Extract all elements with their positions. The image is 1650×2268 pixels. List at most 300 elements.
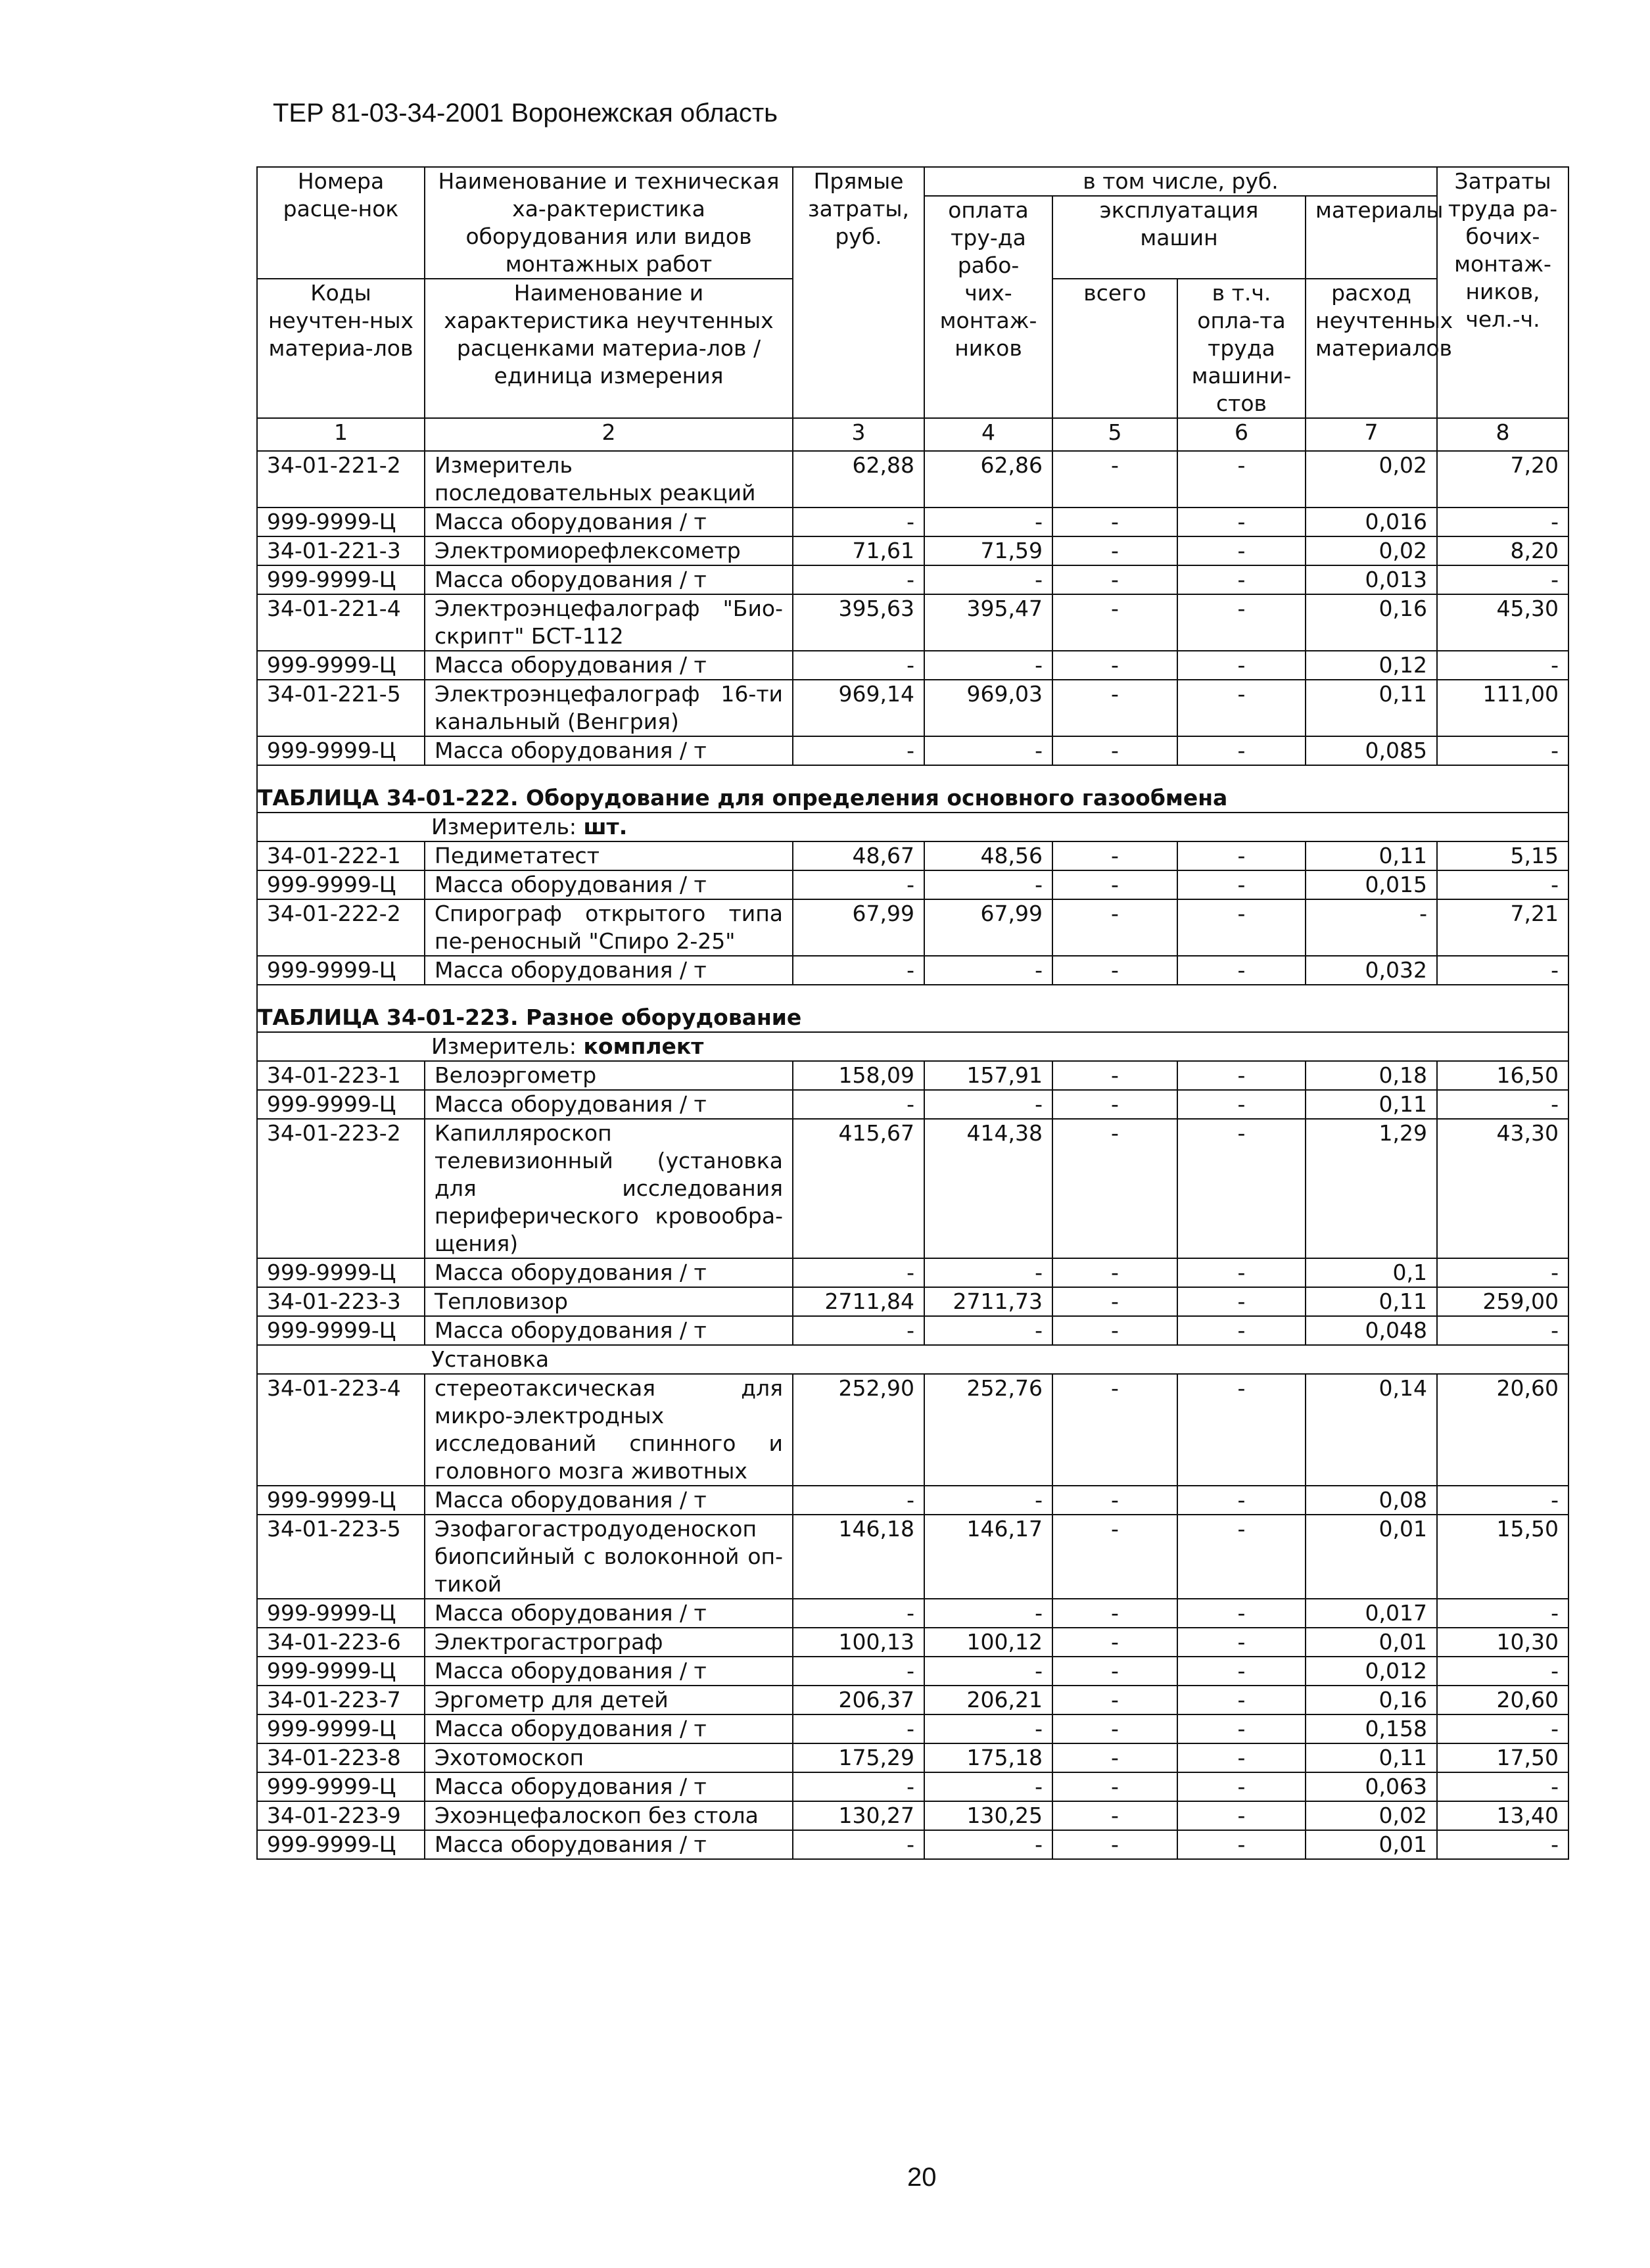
material-name: Масса оборудования / т	[425, 1486, 793, 1515]
material-row	[257, 651, 1568, 680]
material-consumption: 0,11	[1306, 1090, 1437, 1119]
equipment-name: Электроэнцефалограф 16-ти канальный (Венгрия)	[425, 680, 793, 736]
direct-costs: -	[793, 565, 924, 594]
material-code: 999-9999-Ц	[257, 1090, 425, 1119]
direct-costs: -	[793, 1772, 924, 1801]
labor-hours: -	[1437, 1714, 1568, 1743]
machines-total: -	[1052, 1686, 1177, 1714]
worker-pay: -	[924, 1830, 1052, 1859]
direct-costs: 67,99	[793, 899, 924, 956]
table-223-title: ТАБЛИЦА 34-01-223. Разное оборудование	[257, 985, 1568, 1032]
machines-total: -	[1052, 1515, 1177, 1599]
header-direct-costs: Прямые затраты, руб.	[793, 167, 924, 418]
material-consumption: -	[1306, 899, 1437, 956]
direct-costs: 252,90	[793, 1374, 924, 1486]
labor-hours: 45,30	[1437, 594, 1568, 651]
worker-pay: -	[924, 1486, 1052, 1515]
material-row	[257, 736, 1568, 765]
labor-hours: -	[1437, 508, 1568, 536]
direct-costs: -	[793, 1599, 924, 1628]
worker-pay: -	[924, 1714, 1052, 1743]
material-consumption: 0,08	[1306, 1486, 1437, 1515]
material-name: Масса оборудования / т	[425, 651, 793, 680]
equipment-name: Капилляроскоп телевизионный (установка для исследования периферического кровообра-щения)	[425, 1119, 793, 1258]
material-consumption: 0,11	[1306, 1743, 1437, 1772]
material-row	[257, 870, 1568, 899]
machines-total: -	[1052, 1830, 1177, 1859]
table-222-meter	[425, 813, 1568, 841]
labor-hours: -	[1437, 651, 1568, 680]
header-including: в том числе, руб.	[924, 167, 1437, 196]
worker-pay: -	[924, 1599, 1052, 1628]
machinist-pay: -	[1177, 1743, 1306, 1772]
material-consumption: 0,085	[1306, 736, 1437, 765]
material-row	[257, 1486, 1568, 1515]
worker-pay: 206,21	[924, 1686, 1052, 1714]
worker-pay: 71,59	[924, 536, 1052, 565]
material-row	[257, 956, 1568, 985]
rate-row	[257, 536, 1568, 565]
meter-spacer	[257, 1032, 425, 1061]
worker-pay: 2711,73	[924, 1287, 1052, 1316]
worker-pay: -	[924, 956, 1052, 985]
machinist-pay: -	[1177, 736, 1306, 765]
direct-costs: -	[793, 1657, 924, 1686]
material-consumption: 0,015	[1306, 870, 1437, 899]
equipment-name: Тепловизор	[425, 1287, 793, 1316]
equipment-name: Эргометр для детей	[425, 1686, 793, 1714]
labor-hours: -	[1437, 565, 1568, 594]
worker-pay: -	[924, 870, 1052, 899]
header-machinist-pay: в т.ч. опла-та труда машини-стов	[1177, 279, 1306, 418]
table-223-title-row	[257, 985, 1568, 1032]
rate-code: 34-01-223-7	[257, 1686, 425, 1714]
labor-hours: -	[1437, 1599, 1568, 1628]
material-name: Масса оборудования / т	[425, 1772, 793, 1801]
machinist-pay: -	[1177, 451, 1306, 508]
direct-costs: 175,29	[793, 1743, 924, 1772]
rate-code: 34-01-221-4	[257, 594, 425, 651]
material-code: 999-9999-Ц	[257, 651, 425, 680]
rate-row	[257, 1374, 1568, 1486]
material-consumption: 0,11	[1306, 1287, 1437, 1316]
direct-costs: -	[793, 1090, 924, 1119]
table-222-meter-row	[257, 813, 1568, 841]
material-code: 999-9999-Ц	[257, 1830, 425, 1859]
equipment-name: Измеритель последовательных реакций	[425, 451, 793, 508]
material-name: Масса оборудования / т	[425, 565, 793, 594]
direct-costs: 62,88	[793, 451, 924, 508]
table-222-title: ТАБЛИЦА 34-01-222. Оборудование для определения основного газообмена	[257, 765, 1568, 813]
material-row	[257, 1258, 1568, 1287]
document-title: ТЕР 81-03-34-2001 Воронежская область	[273, 99, 778, 128]
rate-code: 34-01-223-5	[257, 1515, 425, 1599]
direct-costs: 206,37	[793, 1686, 924, 1714]
machines-total: -	[1052, 1628, 1177, 1657]
material-name: Масса оборудования / т	[425, 1258, 793, 1287]
material-consumption: 0,048	[1306, 1316, 1437, 1345]
rate-row	[257, 1628, 1568, 1657]
machinist-pay: -	[1177, 508, 1306, 536]
material-consumption: 0,11	[1306, 680, 1437, 736]
worker-pay: -	[924, 1316, 1052, 1345]
material-consumption: 0,01	[1306, 1628, 1437, 1657]
material-code: 999-9999-Ц	[257, 1772, 425, 1801]
rate-row	[257, 451, 1568, 508]
direct-costs: 415,67	[793, 1119, 924, 1258]
material-code: 999-9999-Ц	[257, 956, 425, 985]
header-labor-hours: Затраты труда ра-бочих-монтаж-ников, чел.-ч.	[1437, 167, 1568, 418]
column-number: 1	[257, 418, 425, 451]
rate-row	[257, 680, 1568, 736]
labor-hours: 5,15	[1437, 841, 1568, 870]
table-223-meter	[425, 1032, 1568, 1061]
rate-row	[257, 1119, 1568, 1258]
material-consumption: 0,02	[1306, 1801, 1437, 1830]
material-code: 999-9999-Ц	[257, 1599, 425, 1628]
machinist-pay: -	[1177, 1772, 1306, 1801]
machines-total: -	[1052, 956, 1177, 985]
machinist-pay: -	[1177, 1714, 1306, 1743]
material-row	[257, 1830, 1568, 1859]
material-consumption: 0,02	[1306, 536, 1437, 565]
material-consumption: 0,012	[1306, 1657, 1437, 1686]
meter-spacer	[257, 813, 425, 841]
material-consumption: 0,01	[1306, 1830, 1437, 1859]
worker-pay: 414,38	[924, 1119, 1052, 1258]
machinist-pay: -	[1177, 594, 1306, 651]
material-code: 999-9999-Ц	[257, 1316, 425, 1345]
worker-pay: -	[924, 1772, 1052, 1801]
direct-costs: 130,27	[793, 1801, 924, 1830]
subheading-spacer	[257, 1345, 425, 1374]
labor-hours: 10,30	[1437, 1628, 1568, 1657]
machines-total: -	[1052, 1486, 1177, 1515]
rate-row	[257, 594, 1568, 651]
worker-pay: -	[924, 1657, 1052, 1686]
column-number: 7	[1306, 418, 1437, 451]
meter-label: Измеритель:	[431, 814, 577, 839]
machines-total: -	[1052, 899, 1177, 956]
machinist-pay: -	[1177, 870, 1306, 899]
machinist-pay: -	[1177, 1258, 1306, 1287]
machines-total: -	[1052, 1599, 1177, 1628]
labor-hours: 20,60	[1437, 1374, 1568, 1486]
meter-label: Измеритель:	[431, 1033, 577, 1059]
direct-costs: -	[793, 651, 924, 680]
column-number: 5	[1052, 418, 1177, 451]
machines-total: -	[1052, 1090, 1177, 1119]
labor-hours: 259,00	[1437, 1287, 1568, 1316]
worker-pay: -	[924, 565, 1052, 594]
equipment-name: Эхотомоскоп	[425, 1743, 793, 1772]
direct-costs: -	[793, 956, 924, 985]
material-name: Масса оборудования / т	[425, 956, 793, 985]
meter-unit: шт.	[583, 814, 628, 839]
rate-row	[257, 1801, 1568, 1830]
material-consumption: 0,013	[1306, 565, 1437, 594]
material-code: 999-9999-Ц	[257, 736, 425, 765]
material-row	[257, 1772, 1568, 1801]
machinist-pay: -	[1177, 1686, 1306, 1714]
labor-hours: -	[1437, 1316, 1568, 1345]
labor-hours: -	[1437, 956, 1568, 985]
direct-costs: 71,61	[793, 536, 924, 565]
labor-hours: -	[1437, 1090, 1568, 1119]
worker-pay: 969,03	[924, 680, 1052, 736]
machinist-pay: -	[1177, 1090, 1306, 1119]
column-number: 4	[924, 418, 1052, 451]
worker-pay: 175,18	[924, 1743, 1052, 1772]
direct-costs: -	[793, 1316, 924, 1345]
machines-total: -	[1052, 736, 1177, 765]
header-machines-total: всего	[1052, 279, 1177, 418]
material-name: Масса оборудования / т	[425, 1714, 793, 1743]
rate-code: 34-01-221-3	[257, 536, 425, 565]
material-consumption: 0,032	[1306, 956, 1437, 985]
material-consumption: 0,14	[1306, 1374, 1437, 1486]
direct-costs: 969,14	[793, 680, 924, 736]
material-name: Масса оборудования / т	[425, 1657, 793, 1686]
material-code: 999-9999-Ц	[257, 870, 425, 899]
worker-pay: -	[924, 1258, 1052, 1287]
equipment-name: Электроэнцефалограф "Био-скрипт" БСТ-112	[425, 594, 793, 651]
labor-hours: -	[1437, 870, 1568, 899]
direct-costs: -	[793, 1830, 924, 1859]
machines-total: -	[1052, 1743, 1177, 1772]
machines-total: -	[1052, 1657, 1177, 1686]
material-consumption: 0,11	[1306, 841, 1437, 870]
labor-hours: -	[1437, 736, 1568, 765]
equipment-name: стереотаксическая для микро-электродных исследований спинного и головного мозга животных	[425, 1374, 793, 1486]
rate-row	[257, 1287, 1568, 1316]
rate-code: 34-01-223-6	[257, 1628, 425, 1657]
direct-costs: 2711,84	[793, 1287, 924, 1316]
material-consumption: 0,02	[1306, 451, 1437, 508]
worker-pay: 395,47	[924, 594, 1052, 651]
machines-total: -	[1052, 508, 1177, 536]
labor-hours: -	[1437, 1772, 1568, 1801]
machines-total: -	[1052, 841, 1177, 870]
material-consumption: 0,1	[1306, 1258, 1437, 1287]
worker-pay: 130,25	[924, 1801, 1052, 1830]
worker-pay: -	[924, 651, 1052, 680]
rate-row	[257, 1743, 1568, 1772]
material-code: 999-9999-Ц	[257, 1714, 425, 1743]
machinist-pay: -	[1177, 899, 1306, 956]
rate-code: 34-01-223-4	[257, 1374, 425, 1486]
rate-row	[257, 841, 1568, 870]
material-consumption: 0,017	[1306, 1599, 1437, 1628]
material-code: 999-9999-Ц	[257, 508, 425, 536]
direct-costs: -	[793, 508, 924, 536]
worker-pay: -	[924, 1090, 1052, 1119]
header-machine-operation: эксплуатация машин	[1052, 196, 1306, 279]
material-row	[257, 565, 1568, 594]
equipment-name: Эзофагогастродуоденоскоп биопсийный с волоконной оп-тикой	[425, 1515, 793, 1599]
labor-hours: 111,00	[1437, 680, 1568, 736]
rate-code: 34-01-223-8	[257, 1743, 425, 1772]
worker-pay: 252,76	[924, 1374, 1052, 1486]
labor-hours: 16,50	[1437, 1061, 1568, 1090]
worker-pay: 62,86	[924, 451, 1052, 508]
direct-costs: 48,67	[793, 841, 924, 870]
machines-total: -	[1052, 1287, 1177, 1316]
equipment-name: Эхоэнцефалоскоп без стола	[425, 1801, 793, 1830]
page-number: 20	[907, 2163, 937, 2192]
worker-pay: -	[924, 508, 1052, 536]
material-code: 999-9999-Ц	[257, 565, 425, 594]
worker-pay: -	[924, 736, 1052, 765]
machinist-pay: -	[1177, 1374, 1306, 1486]
machinist-pay: -	[1177, 565, 1306, 594]
material-consumption: 0,01	[1306, 1515, 1437, 1599]
table-223-meter-row	[257, 1032, 1568, 1061]
machines-total: -	[1052, 565, 1177, 594]
header-worker-pay: оплата тру-да рабо-чих-монтаж-ников	[924, 196, 1052, 418]
machinist-pay: -	[1177, 1628, 1306, 1657]
direct-costs: -	[793, 1486, 924, 1515]
material-consumption: 0,16	[1306, 1686, 1437, 1714]
labor-hours: 7,20	[1437, 451, 1568, 508]
machinist-pay: -	[1177, 680, 1306, 736]
machinist-pay: -	[1177, 1801, 1306, 1830]
header-equipment-name: Наименование и техническая ха-рактеристика оборудования или видов монтажных работ	[425, 167, 793, 279]
material-row	[257, 1657, 1568, 1686]
machines-total: -	[1052, 1258, 1177, 1287]
material-row	[257, 1599, 1568, 1628]
machines-total: -	[1052, 680, 1177, 736]
rate-code: 34-01-222-2	[257, 899, 425, 956]
machines-total: -	[1052, 1714, 1177, 1743]
machines-total: -	[1052, 1119, 1177, 1258]
worker-pay: 146,17	[924, 1515, 1052, 1599]
machines-total: -	[1052, 536, 1177, 565]
labor-hours: 8,20	[1437, 536, 1568, 565]
meter-unit: комплект	[583, 1033, 704, 1059]
machines-total: -	[1052, 1061, 1177, 1090]
material-consumption: 1,29	[1306, 1119, 1437, 1258]
machinist-pay: -	[1177, 956, 1306, 985]
machinist-pay: -	[1177, 1599, 1306, 1628]
labor-hours: 43,30	[1437, 1119, 1568, 1258]
machines-total: -	[1052, 1801, 1177, 1830]
column-number: 3	[793, 418, 924, 451]
material-name: Масса оборудования / т	[425, 1090, 793, 1119]
worker-pay: 157,91	[924, 1061, 1052, 1090]
rate-code: 34-01-223-9	[257, 1801, 425, 1830]
header-unaccounted-codes: Коды неучтен-ных материа-лов	[257, 279, 425, 418]
machines-total: -	[1052, 870, 1177, 899]
rate-code: 34-01-221-5	[257, 680, 425, 736]
machinist-pay: -	[1177, 651, 1306, 680]
material-code: 999-9999-Ц	[257, 1657, 425, 1686]
rate-row	[257, 1515, 1568, 1599]
machinist-pay: -	[1177, 1061, 1306, 1090]
rate-row	[257, 1686, 1568, 1714]
machinist-pay: -	[1177, 1119, 1306, 1258]
material-name: Масса оборудования / т	[425, 1830, 793, 1859]
worker-pay: 100,12	[924, 1628, 1052, 1657]
machinist-pay: -	[1177, 1287, 1306, 1316]
labor-hours: 20,60	[1437, 1686, 1568, 1714]
machinist-pay: -	[1177, 1830, 1306, 1859]
direct-costs: 100,13	[793, 1628, 924, 1657]
material-row	[257, 508, 1568, 536]
material-code: 999-9999-Ц	[257, 1258, 425, 1287]
rate-code: 34-01-223-1	[257, 1061, 425, 1090]
rate-code: 34-01-223-3	[257, 1287, 425, 1316]
machines-total: -	[1052, 1316, 1177, 1345]
direct-costs: -	[793, 1258, 924, 1287]
table-222-title-row	[257, 765, 1568, 813]
direct-costs: -	[793, 1714, 924, 1743]
labor-hours: -	[1437, 1830, 1568, 1859]
material-row	[257, 1714, 1568, 1743]
rate-row	[257, 899, 1568, 956]
worker-pay: 48,56	[924, 841, 1052, 870]
material-consumption: 0,18	[1306, 1061, 1437, 1090]
machinist-pay: -	[1177, 841, 1306, 870]
rates-table	[256, 166, 1569, 1860]
material-name: Масса оборудования / т	[425, 870, 793, 899]
machinist-pay: -	[1177, 1316, 1306, 1345]
direct-costs: 146,18	[793, 1515, 924, 1599]
material-consumption: 0,063	[1306, 1772, 1437, 1801]
subheading-installation: Установка	[425, 1345, 1568, 1374]
direct-costs: -	[793, 870, 924, 899]
labor-hours: -	[1437, 1258, 1568, 1287]
rate-code: 34-01-222-1	[257, 841, 425, 870]
material-row	[257, 1316, 1568, 1345]
direct-costs: -	[793, 736, 924, 765]
header-rate-numbers: Номера расце-нок	[257, 167, 425, 279]
equipment-name: Велоэргометр	[425, 1061, 793, 1090]
equipment-name: Электрогастрограф	[425, 1628, 793, 1657]
labor-hours: 7,21	[1437, 899, 1568, 956]
rate-row	[257, 1061, 1568, 1090]
material-code: 999-9999-Ц	[257, 1486, 425, 1515]
labor-hours: -	[1437, 1486, 1568, 1515]
subheading-row	[257, 1345, 1568, 1374]
column-number: 2	[425, 418, 793, 451]
equipment-name: Спирограф открытого типа пе-реносный "Спиро 2-25"	[425, 899, 793, 956]
machinist-pay: -	[1177, 536, 1306, 565]
machines-total: -	[1052, 1374, 1177, 1486]
worker-pay: 67,99	[924, 899, 1052, 956]
column-number: 6	[1177, 418, 1306, 451]
machines-total: -	[1052, 594, 1177, 651]
material-consumption: 0,12	[1306, 651, 1437, 680]
header-materials: материалы	[1306, 196, 1437, 279]
material-consumption: 0,16	[1306, 594, 1437, 651]
table-body	[257, 167, 1568, 1859]
machinist-pay: -	[1177, 1657, 1306, 1686]
rate-code: 34-01-221-2	[257, 451, 425, 508]
labor-hours: 15,50	[1437, 1515, 1568, 1599]
material-consumption: 0,158	[1306, 1714, 1437, 1743]
material-consumption: 0,016	[1306, 508, 1437, 536]
direct-costs: 158,09	[793, 1061, 924, 1090]
material-name: Масса оборудования / т	[425, 1599, 793, 1628]
material-name: Масса оборудования / т	[425, 736, 793, 765]
column-number: 8	[1437, 418, 1568, 451]
equipment-name: Педиметатест	[425, 841, 793, 870]
machines-total: -	[1052, 1772, 1177, 1801]
material-row	[257, 1090, 1568, 1119]
machines-total: -	[1052, 451, 1177, 508]
direct-costs: 395,63	[793, 594, 924, 651]
